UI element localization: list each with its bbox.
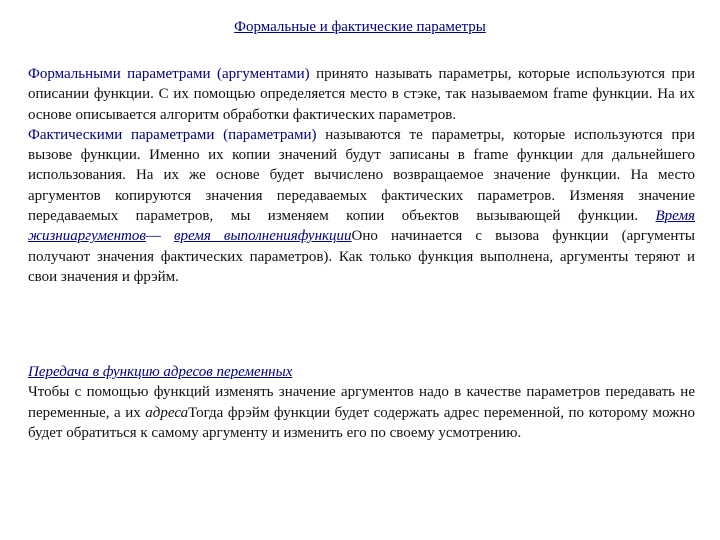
main-text-block — [28, 64, 695, 287]
actual-parameters-text: называются те параметры, которые используются при вызове функции. Именно их копии значений будут записаны в frame функции для дальнейшего использования. На их же основе будет вычислено возвращаемое значение функции. На место аргументов копируются значения передаваемых фактических параметров. Изменяя значение передаваемых параметров, мы изменяем копии объектов вызывающей функции. — [28, 126, 695, 225]
formal-parameters-text: принято называть параметры, которые используются при описании функции. С их помощью определяется место в стэке, так называемом frame функции. На их основе описывается алгоритм обработки фактических параметров. — [28, 66, 696, 123]
address-passing-paragraph — [28, 382, 695, 443]
section-heading: Передача в функцию адресов переменных — [28, 364, 293, 380]
address-text-after: Тогда фрэйм функции будет содержать адрес переменной, по которому можно будет обратиться к самому аргументу и изменить его по своему усмотрению. — [28, 404, 695, 441]
formal-parameters-term: Формальными параметрами (аргументами) — [28, 66, 310, 82]
lifetime-text: Оно начинается с вызова функции (аргументы получают значения фактических параметров). Как только функция выполнена, аргументы теряют и свои значения и фрэйм. — [28, 228, 695, 285]
addresses-emphasis: адреса — [145, 404, 189, 421]
paragraph-actual — [28, 125, 695, 287]
em-dash: — — [145, 228, 161, 245]
lifetime-term: Время жизниаргументов — [28, 208, 695, 245]
address-passing-section — [28, 362, 695, 443]
execution-time-term: время выполненияфункции — [174, 228, 352, 245]
paragraph-formal — [28, 64, 695, 125]
page-title: Формальные и фактические параметры — [234, 19, 486, 35]
address-text-before: Чтобы с помощью функций изменять значение аргументов надо в качестве параметров передавать не переменные, а их — [28, 384, 695, 421]
actual-parameters-term: Фактическими параметрами (параметрами) — [28, 126, 317, 143]
